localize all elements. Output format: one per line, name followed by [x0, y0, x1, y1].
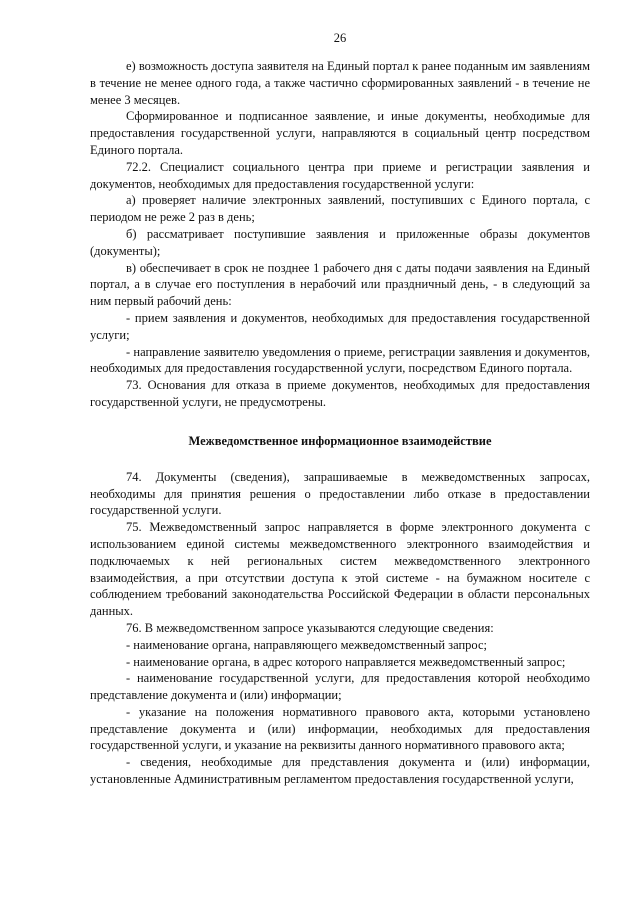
paragraph-dash-service-name: - наименование государственной услуги, для предоставления которой необходимо представление документа и (или) информации;	[90, 671, 590, 703]
paragraph-dash-sender-org: - наименование органа, направляющего межведомственный запрос;	[126, 637, 488, 652]
paragraph-75: 75. Межведомственный запрос направляется в форме электронного документа с использованием единой системы межведомственного электронного взаимодействия и подключаемых к ней региональных систем межведомственного электронного взаимодействия, а при отсутствии доступа к этой системе - на бумажном носителе с соблюдением требований законодательства Российской Федерации в области персональных данных.	[90, 520, 590, 619]
section-reception	[90, 58, 590, 411]
section-heading: Межведомственное информационное взаимодействие	[188, 433, 492, 448]
paragraph-a-check: а) проверяет наличие электронных заявлений, поступивших с Единого портала, с периодом не реже 2 раз в день;	[90, 193, 590, 225]
paragraph-b-review: б) рассматривает поступившие заявления и приложенные образы документов (документы);	[90, 226, 590, 258]
paragraph-e-access: е) возможность доступа заявителя на Единый портал к ранее поданным им заявлениям в течение не менее одного года, а также частично сформированных заявлений - в течение не менее 3 месяцев.	[90, 59, 590, 107]
paragraph-formed-application: Сформированное и подписанное заявление, и иные документы, необходимые для предоставления государственной услуги, направляются в социальный центр посредством Единого портала.	[90, 109, 590, 157]
paragraph-76: 76. В межведомственном запросе указываются следующие сведения:	[126, 620, 494, 635]
paragraph-dash-recipient-org: - наименование органа, в адрес которого направляется межведомственный запрос;	[126, 654, 566, 669]
paragraph-74: 74. Документы (сведения), запрашиваемые в межведомственных запросах, необходимы для принятия решения о предоставлении либо отказе в предоставлении государственной услуги.	[90, 469, 590, 518]
paragraph-72-2: 72.2. Специалист социального центра при приеме и регистрации заявления и документов, необходимых для предоставления государственной услуги:	[90, 159, 590, 191]
page-number: 26	[333, 31, 347, 45]
paragraph-dash-reception: - прием заявления и документов, необходимых для предоставления государственной услуги;	[90, 310, 590, 342]
paragraph-dash-notification: - направление заявителю уведомления о приеме, регистрации заявления и документов, необходимых для предоставления государственной услуги, посредством Единого портала.	[90, 344, 590, 376]
paragraph-73: 73. Основания для отказа в приеме документов, необходимых для предоставления государственной услуги, не предусмотрены.	[90, 378, 590, 409]
section-interagency	[90, 469, 590, 788]
paragraph-v-ensure: в) обеспечивает в срок не позднее 1 рабочего дня с даты подачи заявления на Единый портал, а в случае его поступления в нерабочий или праздничный день, - в следующий за ним первый рабочий день:	[90, 260, 590, 309]
paragraph-dash-required-info: - сведения, необходимые для представления документа и (или) информации, установленные Административным регламентом предоставления государственной услуги,	[90, 755, 590, 787]
paragraph-dash-legal-act: - указание на положения нормативного правового акта, которыми установлено представление документа и (или) информации, необходимых для предоставления государственной услуги, и указание на реквизиты данного нормативного правового акта;	[90, 704, 590, 753]
